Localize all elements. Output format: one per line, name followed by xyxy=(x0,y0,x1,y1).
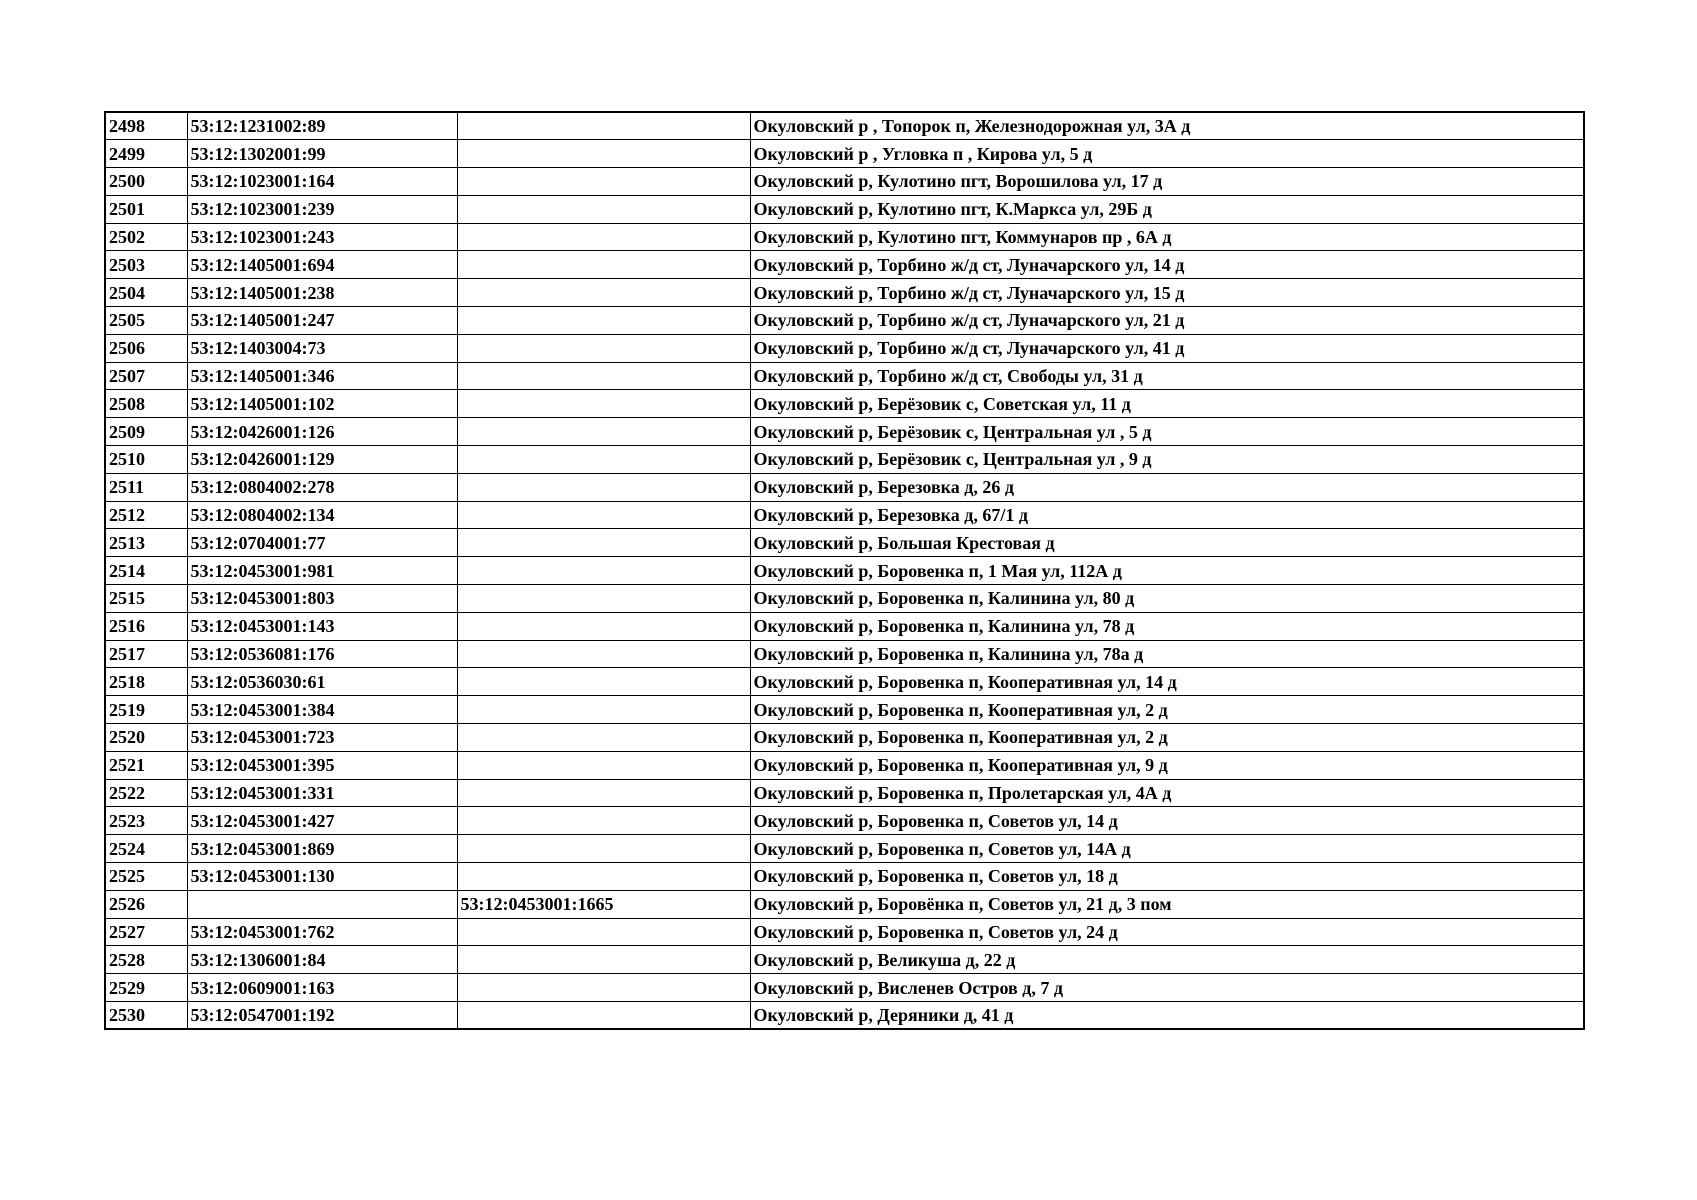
address-cell: Окуловский р, Берёзовик с, Центральная ул , 5 д xyxy=(750,418,1584,446)
cadastral-number-cell: 53:12:1023001:243 xyxy=(187,223,457,251)
cadastral-number-cell: 53:12:1405001:247 xyxy=(187,307,457,335)
secondary-cadastral-number-cell xyxy=(457,473,750,501)
table-row xyxy=(105,112,1584,140)
row-number-cell: 2501 xyxy=(105,195,187,223)
table-row xyxy=(105,307,1584,335)
cadastral-number-cell: 53:12:1306001:84 xyxy=(187,946,457,974)
cadastral-number-cell: 53:12:0453001:869 xyxy=(187,835,457,863)
row-number-cell: 2510 xyxy=(105,446,187,474)
cadastral-number-cell: 53:12:0536081:176 xyxy=(187,640,457,668)
secondary-cadastral-number-cell: 53:12:0453001:1665 xyxy=(457,890,750,918)
cadastral-number-cell: 53:12:0453001:130 xyxy=(187,863,457,891)
address-cell: Окуловский р, Торбино ж/д ст, Свободы ул, 31 д xyxy=(750,362,1584,390)
address-cell: Окуловский р, Боровенка п, Советов ул, 14 д xyxy=(750,807,1584,835)
row-number-cell: 2524 xyxy=(105,835,187,863)
secondary-cadastral-number-cell xyxy=(457,418,750,446)
table-row xyxy=(105,585,1584,613)
address-cell: Окуловский р, Боровенка п, Кооперативная ул, 2 д xyxy=(750,696,1584,724)
cadastral-number-cell: 53:12:0453001:395 xyxy=(187,751,457,779)
row-number-cell: 2520 xyxy=(105,724,187,752)
cadastral-number-cell: 53:12:0804002:278 xyxy=(187,473,457,501)
row-number-cell: 2502 xyxy=(105,223,187,251)
address-cell: Окуловский р, Боровенка п, Кооперативная ул, 2 д xyxy=(750,724,1584,752)
row-number-cell: 2500 xyxy=(105,168,187,196)
secondary-cadastral-number-cell xyxy=(457,724,750,752)
address-cell: Окуловский р, Большая Крестовая д xyxy=(750,529,1584,557)
table-row xyxy=(105,195,1584,223)
row-number-cell: 2525 xyxy=(105,863,187,891)
secondary-cadastral-number-cell xyxy=(457,974,750,1002)
cadastral-number-cell: 53:12:0609001:163 xyxy=(187,974,457,1002)
secondary-cadastral-number-cell xyxy=(457,668,750,696)
address-cell: Окуловский р, Торбино ж/д ст, Луначарского ул, 41 д xyxy=(750,334,1584,362)
row-number-cell: 2526 xyxy=(105,890,187,918)
secondary-cadastral-number-cell xyxy=(457,640,750,668)
property-registry-table xyxy=(104,111,1585,1030)
address-cell: Окуловский р, Торбино ж/д ст, Луначарского ул, 15 д xyxy=(750,279,1584,307)
secondary-cadastral-number-cell xyxy=(457,807,750,835)
table-row xyxy=(105,918,1584,946)
row-number-cell: 2527 xyxy=(105,918,187,946)
cadastral-number-cell: 53:12:0453001:384 xyxy=(187,696,457,724)
address-cell: Окуловский р, Боровенка п, 1 Мая ул, 112А д xyxy=(750,557,1584,585)
address-cell: Окуловский р , Топорок п, Железнодорожная ул, 3А д xyxy=(750,112,1584,140)
cadastral-number-cell: 53:12:0804002:134 xyxy=(187,501,457,529)
cadastral-number-cell: 53:12:1302001:99 xyxy=(187,140,457,168)
cadastral-number-cell xyxy=(187,890,457,918)
cadastral-number-cell: 53:12:0536030:61 xyxy=(187,668,457,696)
secondary-cadastral-number-cell xyxy=(457,168,750,196)
secondary-cadastral-number-cell xyxy=(457,946,750,974)
secondary-cadastral-number-cell xyxy=(457,140,750,168)
secondary-cadastral-number-cell xyxy=(457,585,750,613)
address-cell: Окуловский р, Боровенка п, Советов ул, 14А д xyxy=(750,835,1584,863)
row-number-cell: 2515 xyxy=(105,585,187,613)
secondary-cadastral-number-cell xyxy=(457,835,750,863)
cadastral-number-cell: 53:12:0453001:331 xyxy=(187,779,457,807)
table-row xyxy=(105,168,1584,196)
address-cell: Окуловский р, Березовка д, 26 д xyxy=(750,473,1584,501)
cadastral-number-cell: 53:12:0704001:77 xyxy=(187,529,457,557)
cadastral-number-cell: 53:12:1023001:239 xyxy=(187,195,457,223)
secondary-cadastral-number-cell xyxy=(457,362,750,390)
table-row xyxy=(105,696,1584,724)
cadastral-number-cell: 53:12:1405001:346 xyxy=(187,362,457,390)
address-cell: Окуловский р , Угловка п , Кирова ул, 5 д xyxy=(750,140,1584,168)
row-number-cell: 2505 xyxy=(105,307,187,335)
table-row xyxy=(105,835,1584,863)
cadastral-number-cell: 53:12:1231002:89 xyxy=(187,112,457,140)
secondary-cadastral-number-cell xyxy=(457,334,750,362)
row-number-cell: 2503 xyxy=(105,251,187,279)
row-number-cell: 2529 xyxy=(105,974,187,1002)
address-cell: Окуловский р, Торбино ж/д ст, Луначарского ул, 14 д xyxy=(750,251,1584,279)
cadastral-number-cell: 53:12:0453001:762 xyxy=(187,918,457,946)
row-number-cell: 2523 xyxy=(105,807,187,835)
address-cell: Окуловский р, Кулотино пгт, Ворошилова ул, 17 д xyxy=(750,168,1584,196)
table-row xyxy=(105,446,1584,474)
secondary-cadastral-number-cell xyxy=(457,501,750,529)
secondary-cadastral-number-cell xyxy=(457,279,750,307)
address-cell: Окуловский р, Боровенка п, Советов ул, 24 д xyxy=(750,918,1584,946)
table-row xyxy=(105,640,1584,668)
table-row xyxy=(105,251,1584,279)
table-row xyxy=(105,890,1584,918)
cadastral-number-cell: 53:12:1405001:238 xyxy=(187,279,457,307)
secondary-cadastral-number-cell xyxy=(457,557,750,585)
secondary-cadastral-number-cell xyxy=(457,307,750,335)
row-number-cell: 2516 xyxy=(105,612,187,640)
cadastral-number-cell: 53:12:0453001:723 xyxy=(187,724,457,752)
row-number-cell: 2511 xyxy=(105,473,187,501)
secondary-cadastral-number-cell xyxy=(457,1002,750,1030)
secondary-cadastral-number-cell xyxy=(457,863,750,891)
table-row xyxy=(105,529,1584,557)
secondary-cadastral-number-cell xyxy=(457,779,750,807)
secondary-cadastral-number-cell xyxy=(457,751,750,779)
table-row xyxy=(105,724,1584,752)
address-cell: Окуловский р, Висленев Остров д, 7 д xyxy=(750,974,1584,1002)
cadastral-number-cell: 53:12:0547001:192 xyxy=(187,1002,457,1030)
table-row xyxy=(105,334,1584,362)
table-row xyxy=(105,946,1584,974)
row-number-cell: 2521 xyxy=(105,751,187,779)
cadastral-number-cell: 53:12:1405001:102 xyxy=(187,390,457,418)
address-cell: Окуловский р, Боровенка п, Кооперативная ул, 9 д xyxy=(750,751,1584,779)
address-cell: Окуловский р, Боровенка п, Советов ул, 18 д xyxy=(750,863,1584,891)
address-cell: Окуловский р, Боровенка п, Пролетарская ул, 4А д xyxy=(750,779,1584,807)
table-row xyxy=(105,863,1584,891)
secondary-cadastral-number-cell xyxy=(457,390,750,418)
row-number-cell: 2513 xyxy=(105,529,187,557)
table-row xyxy=(105,223,1584,251)
cadastral-number-cell: 53:12:0453001:981 xyxy=(187,557,457,585)
table-row xyxy=(105,473,1584,501)
table-row xyxy=(105,751,1584,779)
address-cell: Окуловский р, Кулотино пгт, К.Маркса ул, 29Б д xyxy=(750,195,1584,223)
cadastral-number-cell: 53:12:0426001:129 xyxy=(187,446,457,474)
secondary-cadastral-number-cell xyxy=(457,612,750,640)
row-number-cell: 2517 xyxy=(105,640,187,668)
address-cell: Окуловский р, Боровёнка п, Советов ул, 21 д, 3 пом xyxy=(750,890,1584,918)
table-row xyxy=(105,501,1584,529)
secondary-cadastral-number-cell xyxy=(457,251,750,279)
table-row xyxy=(105,557,1584,585)
row-number-cell: 2528 xyxy=(105,946,187,974)
secondary-cadastral-number-cell xyxy=(457,918,750,946)
secondary-cadastral-number-cell xyxy=(457,696,750,724)
cadastral-number-cell: 53:12:0453001:803 xyxy=(187,585,457,613)
secondary-cadastral-number-cell xyxy=(457,529,750,557)
address-cell: Окуловский р, Боровенка п, Кооперативная ул, 14 д xyxy=(750,668,1584,696)
table-row xyxy=(105,779,1584,807)
secondary-cadastral-number-cell xyxy=(457,195,750,223)
cadastral-number-cell: 53:12:1023001:164 xyxy=(187,168,457,196)
table-row xyxy=(105,140,1584,168)
table-row xyxy=(105,1002,1584,1030)
table-row xyxy=(105,390,1584,418)
row-number-cell: 2499 xyxy=(105,140,187,168)
row-number-cell: 2522 xyxy=(105,779,187,807)
address-cell: Окуловский р, Боровенка п, Калинина ул, 78а д xyxy=(750,640,1584,668)
row-number-cell: 2508 xyxy=(105,390,187,418)
registry-table-body xyxy=(105,112,1584,1029)
table-row xyxy=(105,418,1584,446)
cadastral-number-cell: 53:12:1405001:694 xyxy=(187,251,457,279)
address-cell: Окуловский р, Боровенка п, Калинина ул, 78 д xyxy=(750,612,1584,640)
row-number-cell: 2519 xyxy=(105,696,187,724)
address-cell: Окуловский р, Берёзовик с, Центральная ул , 9 д xyxy=(750,446,1584,474)
address-cell: Окуловский р, Великуша д, 22 д xyxy=(750,946,1584,974)
cadastral-number-cell: 53:12:0426001:126 xyxy=(187,418,457,446)
row-number-cell: 2514 xyxy=(105,557,187,585)
address-cell: Окуловский р, Боровенка п, Калинина ул, 80 д xyxy=(750,585,1584,613)
address-cell: Окуловский р, Деряники д, 41 д xyxy=(750,1002,1584,1030)
row-number-cell: 2512 xyxy=(105,501,187,529)
row-number-cell: 2507 xyxy=(105,362,187,390)
address-cell: Окуловский р, Кулотино пгт, Коммунаров пр , 6А д xyxy=(750,223,1584,251)
table-row xyxy=(105,974,1584,1002)
row-number-cell: 2509 xyxy=(105,418,187,446)
row-number-cell: 2504 xyxy=(105,279,187,307)
address-cell: Окуловский р, Торбино ж/д ст, Луначарского ул, 21 д xyxy=(750,307,1584,335)
cadastral-number-cell: 53:12:0453001:143 xyxy=(187,612,457,640)
table-row xyxy=(105,668,1584,696)
secondary-cadastral-number-cell xyxy=(457,223,750,251)
cadastral-number-cell: 53:12:1403004:73 xyxy=(187,334,457,362)
table-row xyxy=(105,362,1584,390)
secondary-cadastral-number-cell xyxy=(457,446,750,474)
table-row xyxy=(105,279,1584,307)
row-number-cell: 2506 xyxy=(105,334,187,362)
address-cell: Окуловский р, Берёзовик с, Советская ул, 11 д xyxy=(750,390,1584,418)
row-number-cell: 2498 xyxy=(105,112,187,140)
secondary-cadastral-number-cell xyxy=(457,112,750,140)
address-cell: Окуловский р, Березовка д, 67/1 д xyxy=(750,501,1584,529)
cadastral-number-cell: 53:12:0453001:427 xyxy=(187,807,457,835)
table-row xyxy=(105,807,1584,835)
row-number-cell: 2530 xyxy=(105,1002,187,1030)
table-row xyxy=(105,612,1584,640)
row-number-cell: 2518 xyxy=(105,668,187,696)
